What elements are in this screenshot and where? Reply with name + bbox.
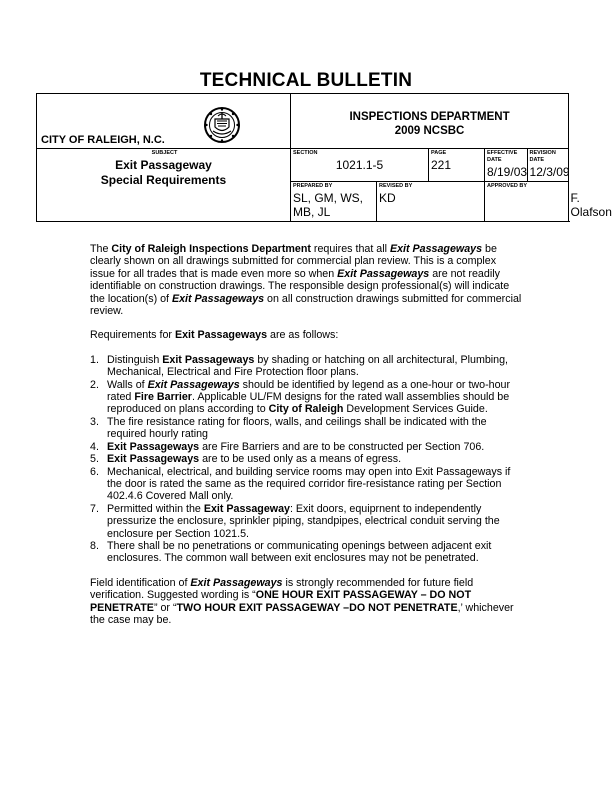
department-name: INSPECTIONS DEPARTMENT xyxy=(349,111,510,123)
effective-date-value: 8/19/03 xyxy=(487,165,528,179)
revised-by-value: KD xyxy=(379,191,396,205)
effective-date-label: EFFECTIVE DATE xyxy=(487,150,518,163)
section-label: SECTION xyxy=(293,150,318,156)
subject-label: SUBJECT xyxy=(151,150,178,156)
effective-date-cell xyxy=(485,149,528,181)
prepared-by-label: PREPARED BY xyxy=(293,183,333,189)
revised-by-label: REVISED BY xyxy=(379,183,413,189)
section-cell xyxy=(291,149,429,182)
code-edition: 2009 NCSBC xyxy=(394,125,465,137)
approved-by-label: APPROVED BY xyxy=(487,183,528,189)
city-cell xyxy=(37,94,291,149)
approved-by-value: F. Olafson xyxy=(570,191,612,219)
bulletin-title: TECHNICAL BULLETIN xyxy=(199,70,413,91)
intro-paragraph: The City of Raleigh Inspections Department requires that all Exit Passageways be clearly shown on all drawings submitted for commercial plan review. This is a complex issue for all trades that is made even more so when Exit Passageways are not readily identifiable on construction drawings. The responsible design professional(s) will indicate the location(s) of Exit Passageways on all construction drawings submitted for commercial review. xyxy=(90,243,522,318)
section-value: 1021.1-5 xyxy=(335,158,384,172)
list-item: 5. Exit Passageways are to be used only as a means of egress. xyxy=(90,453,402,466)
requirements-list xyxy=(90,354,522,565)
approved-by-cell xyxy=(485,182,569,222)
page-value: 221 xyxy=(431,158,452,172)
closing-paragraph: Field identification of Exit Passageways is strongly recommended for future field verification. Suggested wording is “ONE HOUR EXIT PASSAGEWAY – DO NOT PENETRATE” or “TWO HOUR EXIT PASSAGEWAY –DO NOT PENETRATE,’ whichever the case may be. xyxy=(90,576,514,626)
revision-date-value: 12/3/09 xyxy=(529,165,570,179)
list-item: 7. Permitted within the Exit Passageway: Exit doors, equiprnent to independently pressurize the enclosure, sprinkler piping, standpipes, electrical conduit serving the enclosure per Section 1021.5. xyxy=(90,502,500,540)
department-cell xyxy=(291,94,569,149)
page-cell xyxy=(429,149,485,182)
revision-date-label: REVISION DATE xyxy=(529,150,556,163)
subject-line-2: Special Requirements xyxy=(100,173,227,187)
list-item: 3. The fire resistance rating for floors, walls, and ceilings shall be indicated with the required hourly rating xyxy=(90,415,487,441)
revised-by-cell xyxy=(377,182,485,222)
revision-date-cell xyxy=(528,149,570,181)
list-item: 2. Walls of Exit Passageways should be identified by legend as a one-hour or two-hour rated Fire Barrier. Applicable UL/FM designs for the rated wall assemblies should be reproduced on plans according to City of Raleigh Development Services Guide. xyxy=(90,378,511,416)
list-item: 4. Exit Passageways are Fire Barriers and are to be constructed per Section 706. xyxy=(90,440,485,453)
list-item: 8. There shall be no penetrations or communicating openings between adjacent exit enclosures. The common wall between exit enclosures may not be penetrated. xyxy=(90,539,492,565)
header-table xyxy=(36,93,612,222)
city-name: CITY OF RALEIGH, N.C. xyxy=(41,134,165,146)
list-item: 6. Mechanical, electrical, and building service rooms may open into Exit Passageways if the door is rated the same as the required corridor fire-resistance rating per Section 402.4.6 Covered Mall only. xyxy=(90,465,511,503)
dates-cell xyxy=(485,149,569,182)
requirements-intro: Requirements for Exit Passageways are as follows: xyxy=(90,329,339,342)
prepared-by-value: SL, GM, WS, MB, JL xyxy=(293,191,364,219)
prepared-by-cell xyxy=(291,182,377,222)
page-label: PAGE xyxy=(431,150,447,156)
subject-cell xyxy=(37,149,291,222)
list-item: 1. Distinguish Exit Passageways by shading or hatching on all architectural, Plumbing, Mechanical, Electrical and Fire Protection floor plans. xyxy=(90,353,509,379)
subject-line-1: Exit Passageway xyxy=(115,158,212,172)
bulletin-body xyxy=(90,243,522,638)
city-seal-icon xyxy=(203,106,241,149)
